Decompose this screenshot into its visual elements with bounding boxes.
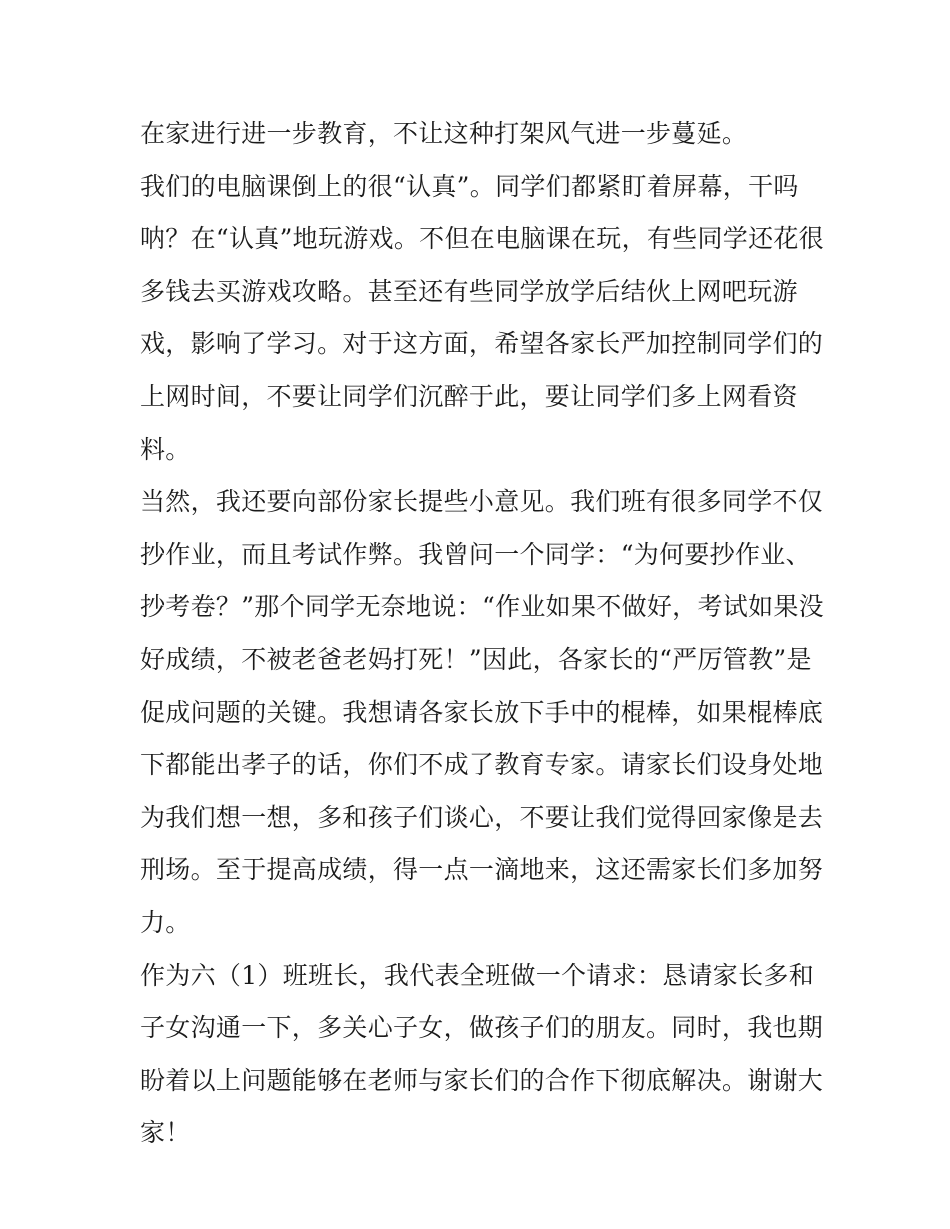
document-body xyxy=(140,108,824,1160)
text-line: 抄作业，而且考试作弊。我曾问一个同学：“为何要抄作业、 xyxy=(140,539,811,569)
text-line: 力。 xyxy=(140,907,191,937)
text-line: 抄考卷？”那个同学无奈地说：“作业如果不做好，考试如果没 xyxy=(140,592,824,622)
text-line: 下都能出孝子的话，你们不成了教育专家。请家长们设身处地 xyxy=(140,750,824,780)
text-line: 促成问题的关键。我想请各家长放下手中的棍棒，如果棍棒底 xyxy=(140,697,824,727)
text-line: 刑场。至于提高成绩，得一点一滴地来，这还需家长们多加努 xyxy=(140,855,824,885)
text-line: 盼着以上问题能够在老师与家长们的合作下彻底解决。谢谢大 xyxy=(140,1065,824,1095)
text-line: 作为六（1）班班长，我代表全班做一个请求：恳请家长多和 xyxy=(140,960,815,990)
text-line: 子女沟通一下，多关心子女，做孩子们的朋友。同时，我也期 xyxy=(140,1013,824,1043)
text-line: 在家进行进一步教育，不让这种打架风气进一步蔓延。 xyxy=(140,119,748,148)
text-line: 为我们想一想，多和孩子们谈心，不要让我们觉得回家像是去 xyxy=(140,802,824,832)
text-line: 我们的电脑课倒上的很“认真”。同学们都紧盯着屏幕，干吗 xyxy=(140,171,799,201)
text-line: 上网时间，不要让同学们沉醉于此，要让同学们多上网看资 xyxy=(140,381,798,411)
text-line: 多钱去买游戏攻略。甚至还有些同学放学后结伙上网吧玩游 xyxy=(140,276,798,306)
text-line: 呐？在“认真”地玩游戏。不但在电脑课在玩，有些同学还花很 xyxy=(140,224,824,254)
text-line: 料。 xyxy=(140,434,191,464)
text-line: 好成绩，不被老爸老妈打死！”因此，各家长的“严厉管教”是 xyxy=(140,644,812,674)
text-line: 戏，影响了学习。对于这方面，希望各家长严加控制同学们的 xyxy=(140,329,824,359)
text-line: 当然，我还要向部份家长提些小意见。我们班有很多同学不仅 xyxy=(140,487,824,517)
text-line: 家！ xyxy=(140,1118,191,1148)
